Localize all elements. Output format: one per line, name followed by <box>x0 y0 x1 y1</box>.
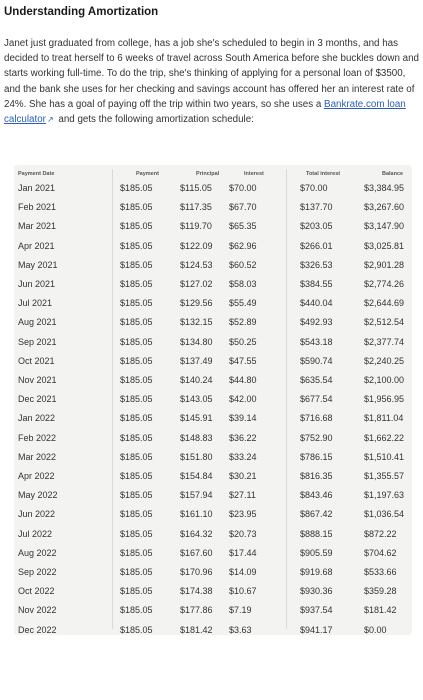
intro-paragraph <box>4 36 419 127</box>
cell-total-interest: $677.54 <box>300 394 333 405</box>
cell-interest: $14.09 <box>229 567 257 577</box>
cell-date: Mar 2021 <box>18 221 57 232</box>
cell-balance: $181.42 <box>364 605 397 616</box>
cell-interest: $30.21 <box>229 471 257 481</box>
cell-date: May 2022 <box>18 490 58 501</box>
table-row <box>14 260 412 280</box>
cell-payment: $185.05 <box>120 240 153 251</box>
cell-balance: $2,644.69 <box>364 298 405 309</box>
cell-interest: $58.03 <box>229 279 257 289</box>
cell-total-interest: $816.35 <box>300 471 333 481</box>
cell-balance: $3,025.81 <box>364 240 405 251</box>
cell-payment: $185.05 <box>120 451 153 462</box>
cell-total-interest: $203.05 <box>300 221 333 232</box>
cell-total-interest: $440.04 <box>300 298 333 309</box>
cell-date: Sep 2021 <box>18 336 57 347</box>
table-row <box>14 317 412 337</box>
table-row <box>14 452 412 472</box>
cell-payment: $185.05 <box>120 183 153 193</box>
cell-balance: $704.62 <box>364 547 397 558</box>
cell-principal: $151.80 <box>180 451 213 462</box>
cell-balance: $2,774.26 <box>364 279 405 289</box>
cell-date: Jan 2021 <box>18 183 56 193</box>
cell-balance: $533.66 <box>364 567 397 577</box>
table-row <box>14 183 412 203</box>
cell-principal: $122.09 <box>180 240 213 251</box>
header-balance: Balance <box>382 171 404 177</box>
table-row <box>14 625 412 645</box>
cell-total-interest: $930.36 <box>300 586 333 597</box>
table-row <box>14 337 412 357</box>
table-row <box>14 356 412 376</box>
cell-total-interest: $543.18 <box>300 336 333 347</box>
cell-principal: $167.60 <box>180 547 213 558</box>
cell-date: Feb 2021 <box>18 202 57 213</box>
cell-principal: $119.70 <box>180 221 212 232</box>
table-row <box>14 394 412 414</box>
cell-balance: $1,956.95 <box>364 394 405 405</box>
cell-total-interest: $888.15 <box>300 528 333 539</box>
cell-date: Oct 2022 <box>18 586 55 597</box>
cell-payment: $185.05 <box>120 279 153 289</box>
cell-balance: $2,100.00 <box>364 375 405 385</box>
cell-date: Apr 2021 <box>18 240 55 251</box>
cell-balance: $3,384.95 <box>364 183 405 193</box>
cell-total-interest: $919.68 <box>300 567 333 577</box>
cell-interest: $70.00 <box>229 183 257 193</box>
cell-date: Feb 2022 <box>18 432 57 443</box>
cell-interest: $44.80 <box>229 375 257 385</box>
cell-total-interest: $716.68 <box>300 413 333 424</box>
cell-principal: $134.80 <box>180 336 213 347</box>
cell-principal: $145.91 <box>180 413 213 424</box>
cell-total-interest: $937.54 <box>300 605 333 616</box>
cell-payment: $185.05 <box>120 336 153 347</box>
table-row <box>14 375 412 395</box>
cell-date: Nov 2021 <box>18 375 57 385</box>
cell-balance: $2,512.54 <box>364 317 405 328</box>
table-row <box>14 548 412 568</box>
table-row <box>14 413 412 433</box>
cell-payment: $185.05 <box>120 490 153 501</box>
cell-payment: $185.05 <box>120 547 153 558</box>
cell-balance: $1,036.54 <box>364 509 405 520</box>
cell-total-interest: $590.74 <box>300 355 333 366</box>
cell-balance: $1,811.04 <box>364 413 404 424</box>
table-row <box>14 241 412 261</box>
amortization-table <box>14 165 412 635</box>
cell-principal: $164.32 <box>180 528 213 539</box>
cell-payment: $185.05 <box>120 586 153 597</box>
cell-principal: $137.49 <box>180 355 213 366</box>
cell-interest: $36.22 <box>229 432 257 443</box>
cell-total-interest: $326.53 <box>300 259 333 270</box>
cell-date: Nov 2022 <box>18 605 57 616</box>
cell-interest: $65.35 <box>229 221 257 232</box>
cell-payment: $185.05 <box>120 509 153 520</box>
cell-date: Apr 2022 <box>18 471 55 481</box>
cell-balance: $2,377.74 <box>364 336 405 347</box>
cell-date: Sep 2022 <box>18 567 57 577</box>
cell-date: Jan 2022 <box>18 413 56 424</box>
cell-payment: $185.05 <box>120 375 153 385</box>
loan-calculator-link[interactable]: Bankrate.com loan calculator <box>4 98 406 126</box>
external-link-icon: ↗ <box>46 115 54 125</box>
cell-interest: $55.49 <box>229 298 257 309</box>
cell-balance: $1,355.57 <box>364 471 405 481</box>
cell-interest: $50.25 <box>229 336 257 347</box>
cell-date: Jun 2021 <box>18 279 56 289</box>
cell-total-interest: $786.15 <box>300 451 333 462</box>
cell-date: Jul 2022 <box>18 528 53 539</box>
cell-date: Jun 2022 <box>18 509 56 520</box>
cell-total-interest: $492.93 <box>300 317 333 328</box>
cell-payment: $185.05 <box>120 567 153 577</box>
cell-payment: $185.05 <box>120 624 153 635</box>
cell-interest: $10.67 <box>229 586 257 597</box>
cell-total-interest: $266.01 <box>300 240 333 251</box>
cell-interest: $62.96 <box>229 240 257 251</box>
cell-total-interest: $137.70 <box>300 202 333 213</box>
cell-interest: $3.63 <box>229 624 252 635</box>
cell-principal: $115.05 <box>180 183 212 193</box>
cell-balance: $1,510.41 <box>364 451 405 462</box>
cell-total-interest: $867.42 <box>300 509 333 520</box>
cell-principal: $140.24 <box>180 375 213 385</box>
cell-balance: $3,267.60 <box>364 202 405 213</box>
cell-interest: $39.14 <box>229 413 257 424</box>
cell-balance: $872.22 <box>364 528 397 539</box>
cell-date: Oct 2021 <box>18 355 55 366</box>
table-row <box>14 279 412 299</box>
table-row <box>14 529 412 549</box>
cell-interest: $47.55 <box>229 355 257 366</box>
cell-balance: $2,240.25 <box>364 355 405 366</box>
cell-principal: $127.02 <box>180 279 213 289</box>
cell-date: Dec 2022 <box>18 624 57 635</box>
cell-total-interest: $941.17 <box>300 624 333 635</box>
cell-date: May 2021 <box>18 259 58 270</box>
intro-text-end: and gets the following amortization schedule: <box>58 114 254 126</box>
cell-payment: $185.05 <box>120 317 153 328</box>
cell-interest: $42.00 <box>229 394 257 405</box>
cell-principal: $143.05 <box>180 394 213 405</box>
cell-interest: $17.44 <box>229 547 257 558</box>
cell-principal: $129.56 <box>180 298 213 309</box>
cell-date: Dec 2021 <box>18 394 57 405</box>
cell-total-interest: $752.90 <box>300 432 333 443</box>
cell-payment: $185.05 <box>120 413 153 424</box>
table-row <box>14 202 412 222</box>
cell-date: Mar 2022 <box>18 451 57 462</box>
cell-interest: $20.73 <box>229 528 257 539</box>
cell-total-interest: $384.55 <box>300 279 333 289</box>
table-row <box>14 586 412 606</box>
cell-payment: $185.05 <box>120 259 153 270</box>
intro-text: Janet just graduated from college, has a job she's scheduled to begin in 3 months, and has decided to treat herself to 6 weeks of travel across South America before she buckles down and starts working full-time. To do the trip, she's thinking of applying for a personal loan of $3500, and the bank she uses for her checking and savings account has offered her an interest rate of 24%. She has a goal of paying off the trip within two years, so she uses a <box>4 38 419 110</box>
table-row <box>14 221 412 241</box>
cell-payment: $185.05 <box>120 355 153 366</box>
cell-principal: $161.10 <box>180 509 213 520</box>
cell-interest: $60.52 <box>229 259 257 270</box>
table-row <box>14 471 412 491</box>
cell-total-interest: $635.54 <box>300 375 333 385</box>
cell-date: Jul 2021 <box>18 298 53 309</box>
table-row <box>14 490 412 510</box>
cell-interest: $52.89 <box>229 317 257 328</box>
cell-interest: $7.19 <box>229 605 252 616</box>
cell-total-interest: $905.59 <box>300 547 333 558</box>
cell-payment: $185.05 <box>120 471 153 481</box>
cell-payment: $185.05 <box>120 298 153 309</box>
cell-payment: $185.05 <box>120 528 153 539</box>
cell-total-interest: $70.00 <box>300 183 328 193</box>
cell-balance: $1,197.63 <box>364 490 405 501</box>
table-row <box>14 433 412 453</box>
cell-principal: $157.94 <box>180 490 213 501</box>
cell-balance: $2,901.28 <box>364 259 405 270</box>
cell-principal: $124.53 <box>180 259 213 270</box>
page-title: Understanding Amortization <box>4 6 159 18</box>
table-row <box>14 298 412 318</box>
cell-principal: $174.38 <box>180 586 213 597</box>
cell-balance: $3,147.90 <box>364 221 405 232</box>
cell-interest: $33.24 <box>229 451 257 462</box>
cell-principal: $148.83 <box>180 432 213 443</box>
cell-total-interest: $843.46 <box>300 490 333 501</box>
cell-date: Aug 2022 <box>18 547 57 558</box>
cell-payment: $185.05 <box>120 221 153 232</box>
cell-principal: $154.84 <box>180 471 213 481</box>
cell-balance: $0.00 <box>364 624 387 635</box>
header-interest: Interest <box>244 171 264 177</box>
header-principal: Principal <box>196 171 220 177</box>
header-date: Payment Date <box>18 171 55 177</box>
cell-payment: $185.05 <box>120 605 153 616</box>
cell-payment: $185.05 <box>120 394 153 405</box>
table-row <box>14 509 412 529</box>
cell-principal: $117.35 <box>180 202 212 213</box>
cell-payment: $185.05 <box>120 202 153 213</box>
header-total-interest: Total interest <box>306 171 341 177</box>
cell-interest: $67.70 <box>229 202 257 213</box>
table-row <box>14 605 412 625</box>
cell-principal: $170.96 <box>180 567 213 577</box>
cell-principal: $181.42 <box>180 624 213 635</box>
cell-interest: $27.11 <box>229 490 256 501</box>
cell-balance: $359.28 <box>364 586 397 597</box>
header-payment: Payment <box>136 171 159 177</box>
cell-interest: $23.95 <box>229 509 257 520</box>
cell-payment: $185.05 <box>120 432 153 443</box>
cell-balance: $1,662.22 <box>364 432 405 443</box>
cell-principal: $177.86 <box>180 605 213 616</box>
cell-date: Aug 2021 <box>18 317 57 328</box>
cell-principal: $132.15 <box>180 317 213 328</box>
table-row <box>14 567 412 587</box>
